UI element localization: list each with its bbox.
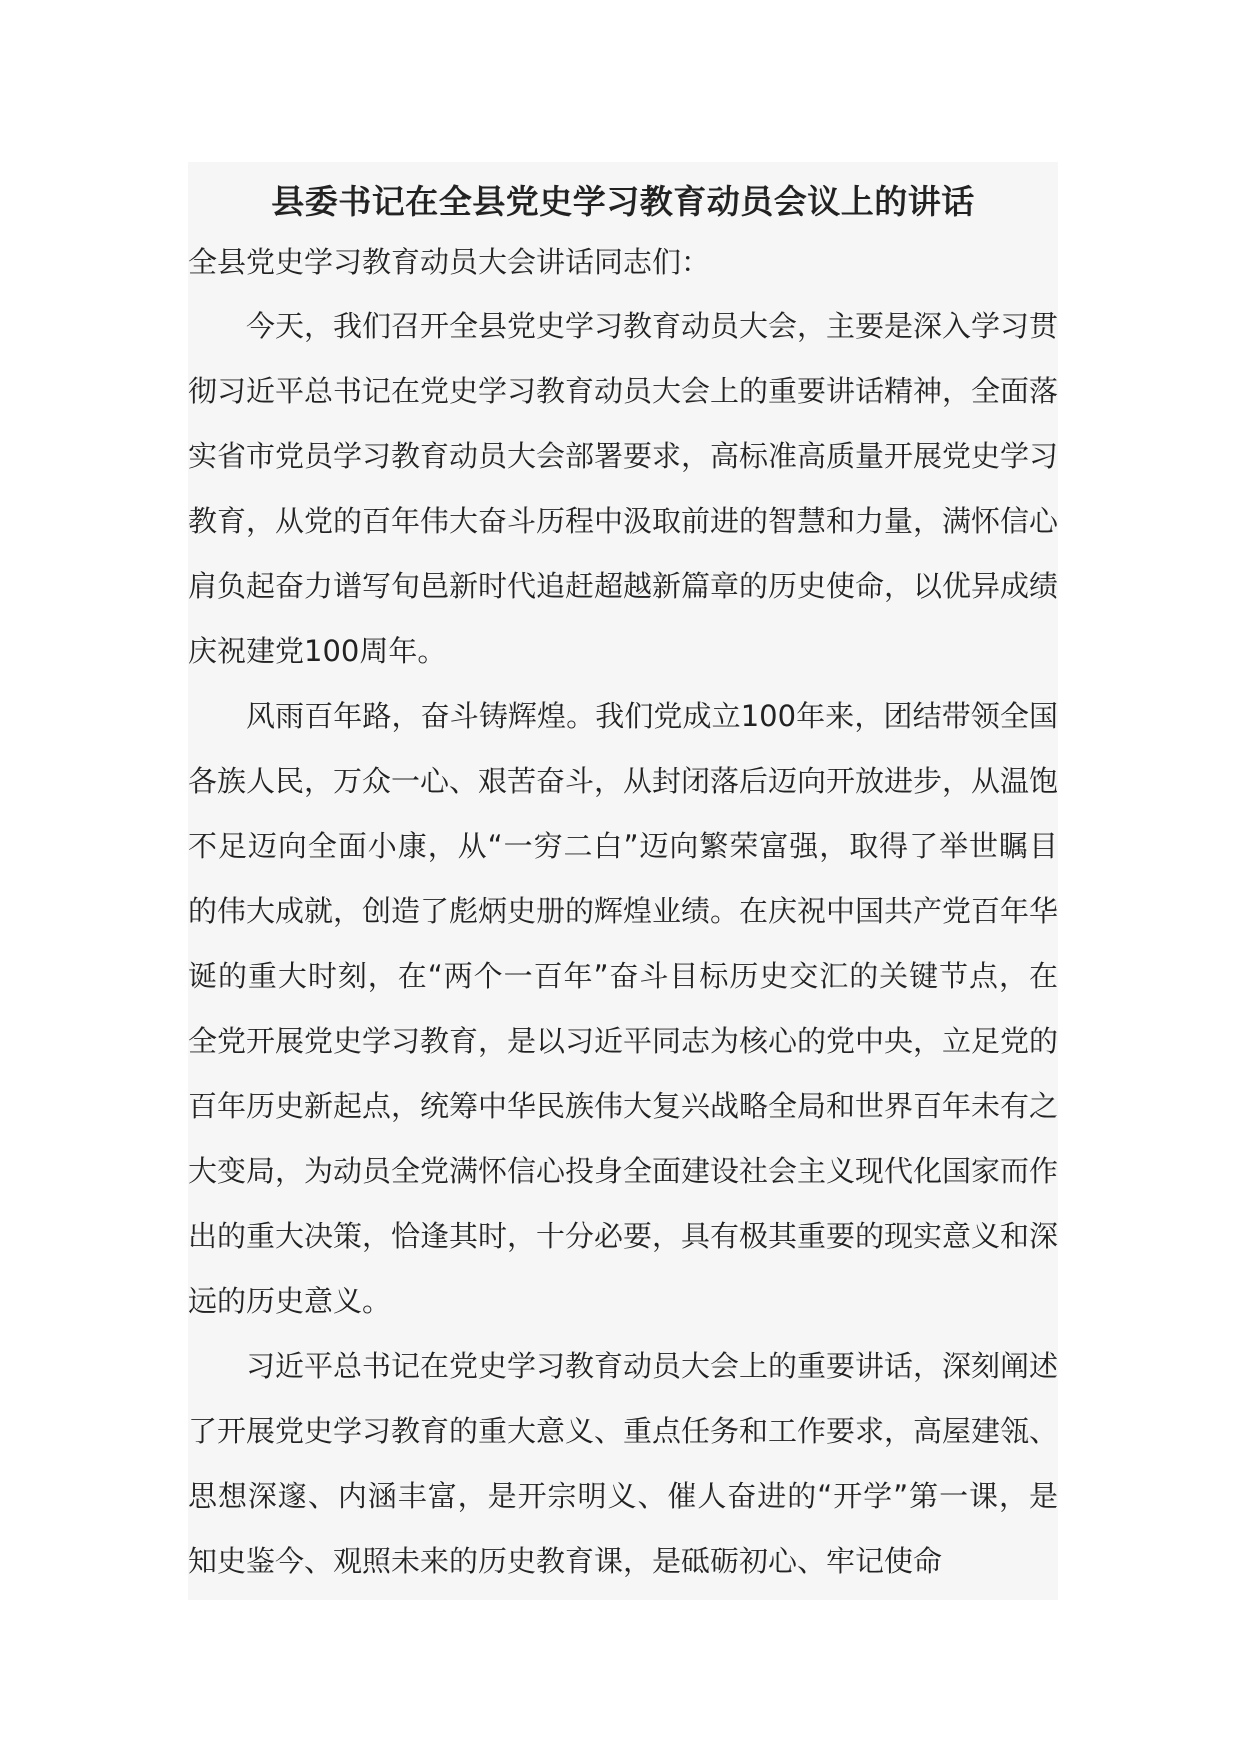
paragraph-2: 风雨百年路，奋斗铸辉煌。我们党成立100年来，团结带领全国各族人民，万众一心、艰苦奋斗，从封闭落后迈向开放进步，从温饱不足迈向全面小康，从“一穷二白”迈向繁荣富强，取得了举世瞩目的伟大成就，创造了彪炳史册的辉煌业绩。在庆祝中国共产党百年华诞的重大时刻，在“两个一百年”奋斗目标历史交汇的关键节点，在全党开展党史学习教育，是以习近平同志为核心的党中央，立足党的百年历史新起点，统筹中华民族伟大复兴战略全局和世界百年未有之大变局，为动员全党满怀信心投身全面建设社会主义现代化国家而作出的重大决策，恰逢其时，十分必要，具有极其重要的现实意义和深远的历史意义。 <box>188 699 1058 1318</box>
paragraph-1: 今天，我们召开全县党史学习教育动员大会，主要是深入学习贯彻习近平总书记在党史学习教育动员大会上的重要讲话精神，全面落实省市党员学习教育动员大会部署要求，高标准高质量开展党史学习教育，从党的百年伟大奋斗历程中汲取前进的智慧和力量，满怀信心肩负起奋力谱写旬邑新时代追赶超越新篇章的历史使命，以优异成绩庆祝建党100周年。 <box>188 309 1058 668</box>
salutation: 全县党史学习教育动员大会讲话同志们： <box>188 245 711 279</box>
paragraph-3: 习近平总书记在党史学习教育动员大会上的重要讲话，深刻阐述了开展党史学习教育的重大意义、重点任务和工作要求，高屋建瓴、思想深邃、内涵丰富，是开宗明义、催人奋进的“开学”第一课，是知史鉴今、观照未来的历史教育课，是砥砺初心、牢记使命 <box>188 1349 1058 1578</box>
document-title: 县委书记在全县党史学习教育动员会议上的讲话 <box>271 182 975 221</box>
document-body <box>188 162 1058 1600</box>
